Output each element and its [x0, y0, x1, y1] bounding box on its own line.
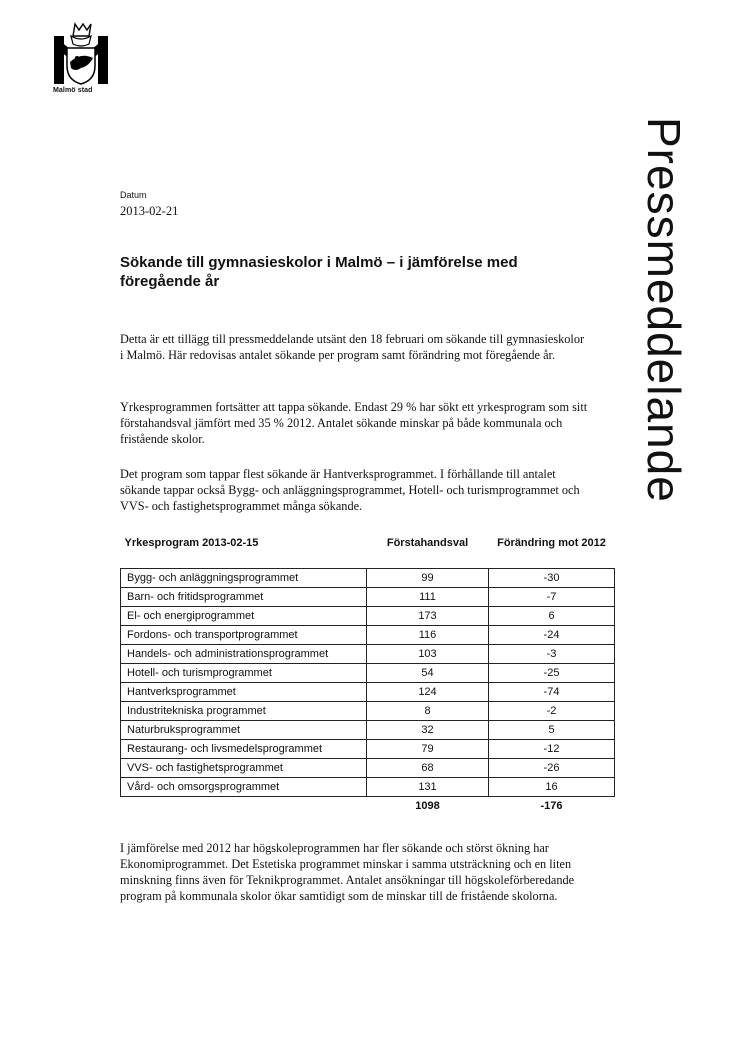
table-row [121, 759, 615, 778]
table-row [121, 702, 615, 721]
first-choice-cell: 68 [367, 759, 489, 778]
table-row [121, 626, 615, 645]
header-change: Förändring mot 2012 [497, 537, 606, 549]
program-cell: Hotell- och turismprogrammet [121, 664, 367, 683]
table-row [121, 588, 615, 607]
change-cell: 16 [489, 778, 615, 797]
first-choice-cell: 8 [367, 702, 489, 721]
table-row [121, 569, 615, 588]
change-cell: -24 [489, 626, 615, 645]
headline: Sökande till gymnasieskolor i Malmö – i jämförelse med föregående år [120, 254, 518, 290]
table-row [121, 607, 615, 626]
total-label-cell [121, 797, 367, 816]
first-choice-cell: 111 [367, 588, 489, 607]
malmo-coat-of-arms-icon [53, 22, 109, 86]
first-choice-cell: 131 [367, 778, 489, 797]
logo-caption: Malmö stad [53, 87, 93, 94]
program-cell: Handels- och administrationsprogrammet [121, 645, 367, 664]
date-value: 2013-02-21 [120, 204, 179, 218]
paragraph-losses: Det program som tappar flest sökande är Hantverksprogrammet. I förhållande till antalet sökande tappar också Bygg- och anläggningsprogrammet, Hotell- och turismprogrammet och VVS- och fastighetsprogrammet många sökande. [120, 467, 580, 513]
applicants-table-wrapper [120, 536, 616, 815]
change-cell: -30 [489, 569, 615, 588]
program-cell: Industritekniska programmet [121, 702, 367, 721]
change-cell: -74 [489, 683, 615, 702]
program-cell: Restaurang- och livsmedelsprogrammet [121, 740, 367, 759]
logo [53, 22, 109, 94]
program-cell: Naturbruksprogrammet [121, 721, 367, 740]
change-cell: -12 [489, 740, 615, 759]
first-choice-cell: 116 [367, 626, 489, 645]
applicants-table [120, 536, 615, 815]
table-row [121, 740, 615, 759]
first-choice-cell: 32 [367, 721, 489, 740]
table-header-row [121, 536, 615, 569]
table-row [121, 683, 615, 702]
change-cell: 5 [489, 721, 615, 740]
table-row [121, 721, 615, 740]
program-cell: Barn- och fritidsprogrammet [121, 588, 367, 607]
press-release-vertical-title: Pressmeddelande [638, 117, 690, 503]
first-choice-cell: 173 [367, 607, 489, 626]
total-change-cell: -176 [540, 800, 563, 812]
header-program: Yrkesprogram 2013-02-15 [124, 537, 259, 549]
paragraph-higher-ed: I jämförelse med 2012 har högskoleprogrammen har fler sökande och störst ökning har Ekonomiprogrammet. Det Estetiska programmet minskar i samma utsträckning och en liten minskning finns även för Teknikprogrammet. Antalet ansökningar till högskoleförberedande program på kommunala skolor ökar samtidigt som de minskar till de fristående skolorna. [120, 841, 575, 903]
change-cell: -26 [489, 759, 615, 778]
table-total-row [121, 797, 615, 816]
program-cell: El- och energiprogrammet [121, 607, 367, 626]
change-cell: -7 [489, 588, 615, 607]
table-row [121, 664, 615, 683]
program-cell: Vård- och omsorgsprogrammet [121, 778, 367, 797]
first-choice-cell: 54 [367, 664, 489, 683]
program-cell: Hantverksprogrammet [121, 683, 367, 702]
change-cell: -2 [489, 702, 615, 721]
paragraph-intro: Detta är ett tillägg till pressmeddelande utsänt den 18 februari om sökande till gymnasieskolor i Malmö. Här redovisas antalet sökande per program samt förändring mot föregående år. [120, 332, 585, 362]
date-label: Datum [120, 190, 147, 200]
change-cell: 6 [489, 607, 615, 626]
first-choice-cell: 124 [367, 683, 489, 702]
header-first-choice: Förstahandsval [386, 537, 469, 549]
first-choice-cell: 103 [367, 645, 489, 664]
total-first-choice-cell: 1098 [415, 800, 440, 812]
table-row [121, 778, 615, 797]
first-choice-cell: 79 [367, 740, 489, 759]
change-cell: -3 [489, 645, 615, 664]
change-cell: -25 [489, 664, 615, 683]
paragraph-vocational: Yrkesprogrammen fortsätter att tappa sökande. Endast 29 % har sökt ett yrkesprogram som sitt förstahandsval jämfört med 35 % 2012. Antalet sökande minskar på både kommunala och fristående skolor. [120, 400, 588, 446]
first-choice-cell: 99 [367, 569, 489, 588]
program-cell: VVS- och fastighetsprogrammet [121, 759, 367, 778]
program-cell: Fordons- och transportprogrammet [121, 626, 367, 645]
table-row [121, 645, 615, 664]
program-cell: Bygg- och anläggningsprogrammet [121, 569, 367, 588]
